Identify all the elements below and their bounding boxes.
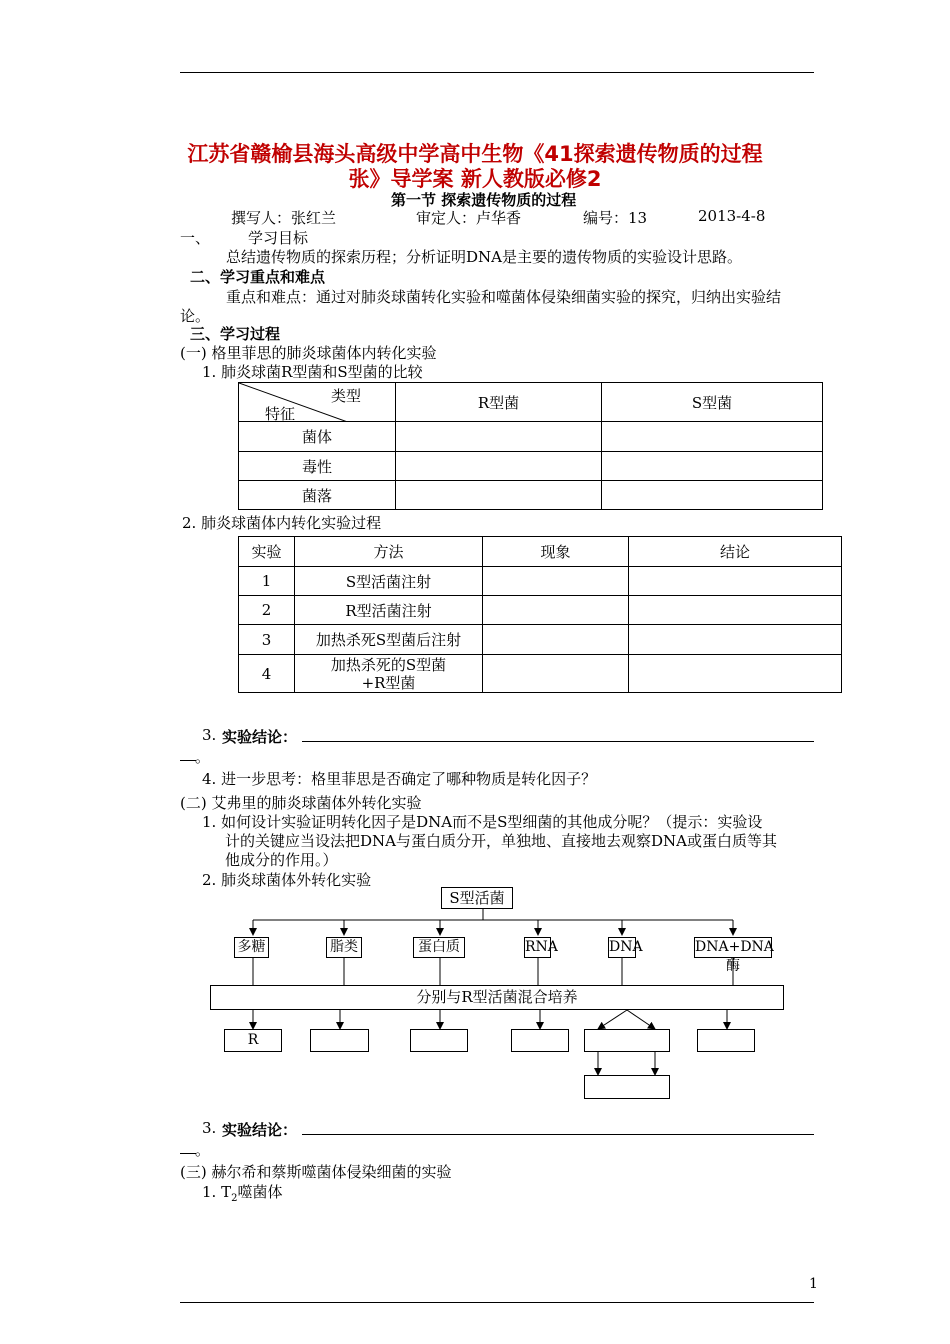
item4-text: 4. 进一步思考：格里菲思是否确定了哪种物质是转化因子？ bbox=[202, 770, 597, 788]
author: 撰写人：张红兰 bbox=[231, 209, 337, 227]
exp-method: 加热杀死S型菌后注射 bbox=[295, 625, 483, 655]
result-box bbox=[511, 1029, 569, 1052]
row-label: 菌落 bbox=[239, 481, 396, 510]
component-box: DNA bbox=[608, 937, 636, 958]
exp-method: S型活菌注射 bbox=[295, 567, 483, 596]
col-r-header: R型菌 bbox=[396, 383, 602, 422]
doc-title-line2: 张》导学案 新人教版必修2 bbox=[348, 167, 602, 191]
item3-label: 实验结论： bbox=[222, 728, 298, 746]
row-label: 毒性 bbox=[239, 452, 396, 481]
part2-heading: 二、学习重点和难点 bbox=[190, 268, 326, 286]
sub1-heading: (一) 格里菲思的肺炎球菌体内转化实验 bbox=[180, 344, 437, 362]
sub3-item1-subscript: 2 bbox=[231, 1193, 238, 1204]
exp-no: 2 bbox=[239, 596, 295, 625]
sub2-item1-line2: 计的关键应当设法把DNA与蛋白质分开，单独地、直接地去观察DNA或蛋白质等其 bbox=[225, 832, 777, 850]
culture-box: 分别与R型活菌混合培养 bbox=[210, 985, 784, 1010]
diag-bottom-label: 特征 bbox=[265, 405, 296, 423]
exp-no: 4 bbox=[239, 655, 295, 693]
header-cell: 结论 bbox=[629, 537, 842, 567]
exp-method-line2: +R型菌 bbox=[361, 673, 416, 692]
part1-text: 总结遗传物质的探索历程；分析证明DNA是主要的遗传物质的实验设计思路。 bbox=[226, 248, 742, 266]
exp-method: R型活菌注射 bbox=[295, 596, 483, 625]
sub2-item3-label: 实验结论： bbox=[222, 1121, 298, 1139]
sub2-item3-end: 。 bbox=[195, 1141, 211, 1159]
sub2-item2: 2. 肺炎球菌体外转化实验 bbox=[202, 871, 372, 889]
sub2-item3-number: 3. bbox=[202, 1119, 217, 1137]
sub2-heading: (二) 艾弗里的肺炎球菌体外转化实验 bbox=[180, 794, 422, 812]
sub2-item1-line3: 他成分的作用。） bbox=[225, 851, 338, 869]
result-box bbox=[697, 1029, 755, 1052]
s-live-bacteria-box: S型活菌 bbox=[441, 887, 513, 909]
header-cell: 方法 bbox=[295, 537, 483, 567]
component-box: 脂类 bbox=[326, 937, 362, 958]
bottom-rule bbox=[180, 1302, 814, 1303]
part3-heading: 三、学习过程 bbox=[190, 325, 281, 343]
item3-end: 。 bbox=[195, 748, 211, 766]
sub3-item1-prefix: 1. T bbox=[202, 1183, 232, 1201]
item2-text: 2. 肺炎球菌体内转化实验过程 bbox=[182, 514, 382, 532]
part2-text-line2: 论。 bbox=[180, 307, 211, 325]
section-title: 第一节 探索遗传物质的过程 bbox=[391, 191, 577, 209]
reviewer: 审定人：卢华香 bbox=[416, 209, 522, 227]
part2-text-line1: 重点和难点：通过对肺炎球菌转化实验和噬菌体侵染细菌实验的探究，归纳出实验结 bbox=[226, 288, 782, 306]
result-box bbox=[584, 1075, 670, 1099]
sub3-item1 bbox=[202, 1181, 282, 1204]
exp-method-line1: 加热杀死的S型菌 bbox=[330, 655, 447, 674]
item1-text: 1. 肺炎球菌R型菌和S型菌的比较 bbox=[202, 363, 423, 381]
sub3-heading: (三) 赫尔希和蔡斯噬菌体侵染细菌的实验 bbox=[180, 1163, 452, 1181]
exp-no: 3 bbox=[239, 625, 295, 655]
doc-title-line1: 江苏省赣榆县海头高级中学高中生物《41探索遗传物质的过程 bbox=[187, 142, 763, 166]
sub2-item3-answer-line bbox=[302, 1134, 814, 1135]
page-number: 1 bbox=[809, 1276, 818, 1292]
exp-no: 1 bbox=[239, 567, 295, 596]
sub3-item1-suffix: 噬菌体 bbox=[237, 1183, 283, 1201]
part1-heading: 学习目标 bbox=[248, 229, 309, 247]
header-cell: 现象 bbox=[483, 537, 629, 567]
row-label: 菌体 bbox=[239, 422, 396, 452]
component-box: RNA bbox=[524, 937, 551, 958]
serial-number: 编号：13 bbox=[583, 209, 648, 227]
component-box: 多糖 bbox=[234, 937, 269, 958]
col-s-header: S型菌 bbox=[602, 383, 823, 422]
result-box bbox=[410, 1029, 468, 1052]
component-box: 蛋白质 bbox=[413, 937, 465, 958]
sub2-item1-line1: 1. 如何设计实验证明转化因子是DNA而不是S型细菌的其他成分呢？（提示：实验设 bbox=[202, 813, 763, 831]
header-cell: 实验 bbox=[239, 537, 295, 567]
diag-top-label: 类型 bbox=[331, 387, 362, 405]
result-box bbox=[310, 1029, 369, 1052]
sub2-item3-answer-line-2 bbox=[180, 1153, 196, 1154]
result-box: R bbox=[224, 1029, 282, 1052]
part1-number: 一、 bbox=[180, 229, 211, 247]
component-box: DNA+DNA酶 bbox=[695, 939, 774, 974]
result-box bbox=[584, 1029, 670, 1052]
date: 2013-4-8 bbox=[698, 207, 766, 225]
item3-number: 3. bbox=[202, 726, 217, 744]
